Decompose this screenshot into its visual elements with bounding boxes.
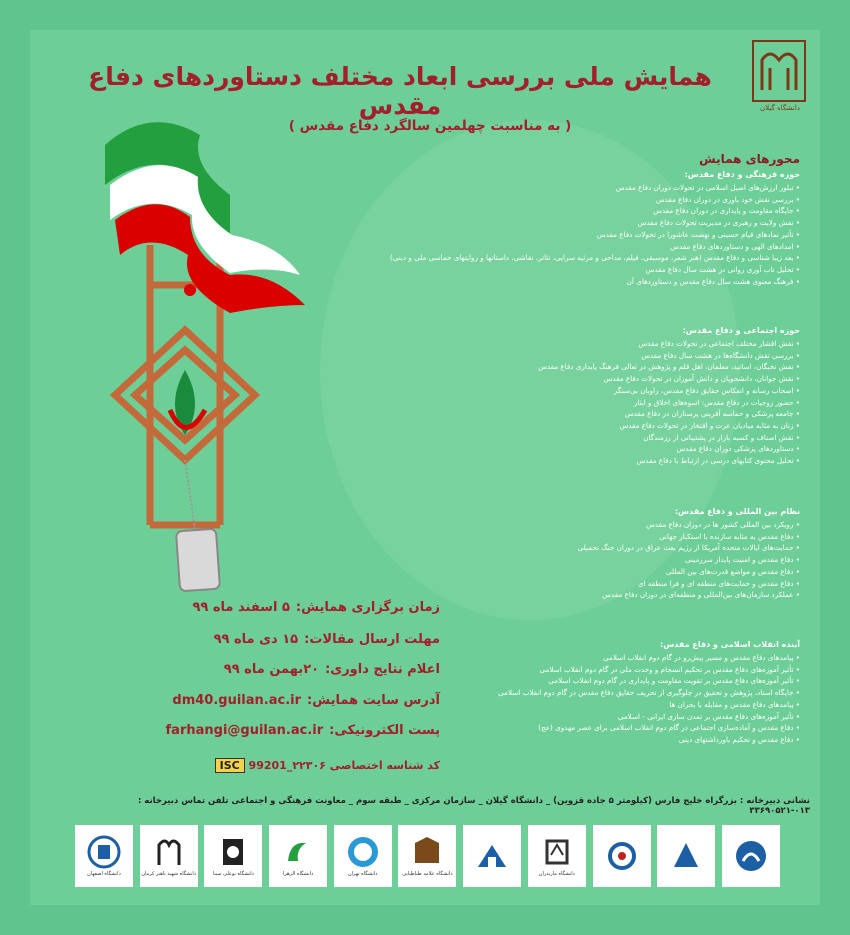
list-item: • امدادهای الهی و دستاوردهای دفاع مقدس — [290, 241, 800, 253]
info-value: ۲۰بهمن ماه ۹۹ — [223, 662, 320, 677]
university-logo-icon — [668, 839, 704, 873]
university-logo-icon — [345, 835, 381, 869]
list-item: • دفاع مقدس به مثابه سازنده با استکبار جهانی — [290, 531, 800, 543]
logo-caption: دانشگاه بوعلی سینا — [212, 871, 254, 877]
info-website — [120, 693, 440, 708]
list-item: • تحلیل محتوی کتابهای درسی در ارتباط با دفاع مقدس — [290, 455, 800, 467]
list-item: • دستاوردهای پزشکی دوران دفاع مقدس — [290, 443, 800, 455]
list-item: • دفاع مقدس و مواضع قدرت‌های بین المللی — [290, 566, 800, 578]
list-item: • رویکرد بین المللی کشور ها در دوران دفاع مقدس — [290, 519, 800, 531]
university-logo-icon — [409, 835, 445, 869]
university-logo-11 — [75, 825, 133, 887]
list-item: • تأثیر آموزه‌های دفاع مقدس بر تقویت مقاومت و پایداری در گام دوم انقلاب اسلامی — [290, 675, 800, 687]
section-international — [290, 507, 800, 601]
list-item: • جامعه پزشکی و حماسه آفرینی پرستاران در دفاع مقدس — [290, 408, 800, 420]
university-logo-1 — [722, 825, 780, 887]
list-item: • دفاع مقدس و حمایت‌های منطقه ای و فرا منطقه ای — [290, 578, 800, 590]
email-link[interactable]: farhangi@guilan.ac.ir — [165, 723, 324, 738]
section-heading: آینده انقلاب اسلامی و دفاع مقدس: — [660, 640, 800, 649]
section-heading: نظام بین المللی و دفاع مقدس: — [674, 507, 800, 516]
logo-caption: دانشگاه تهران — [348, 871, 378, 877]
university-logo-8 — [269, 825, 327, 887]
info-label: مهلت ارسال مقالات: — [304, 632, 440, 647]
logo-caption: دانشگاه مازندران — [538, 871, 575, 877]
list-item: • دفاع مقدس و آماده‌سازی اجتماعی در گام دوم انقلاب اسلامی برای عصر مهدوی (عج) — [290, 722, 800, 734]
isc-badge: ISC — [215, 758, 245, 773]
list-item: • پیامدهای دفاع مقدس و مسیر پیش‌رو در گام دوم انقلاب اسلامی — [290, 652, 800, 664]
list-item: • حمایت‌های ایالات متحده آمریکا از رژیم بعث عراق در دوران جنگ تحمیلی — [290, 542, 800, 554]
university-logo-icon — [539, 835, 575, 869]
university-logo-icon — [151, 835, 187, 869]
list-item: • نقش اقشار مختلف اجتماعی در تحولات دفاع مقدس — [290, 338, 800, 350]
section-heading: حوزه اجتماعی و دفاع مقدس: — [682, 326, 800, 335]
list-item: • جایگاه اسناد، پژوهش و تحقیق در جلوگیری از تحریف حقایق دفاع مقدس در گام دوم انقلاب اسلامی — [290, 687, 800, 699]
website-link[interactable]: dm40.guilan.ac.ir — [172, 693, 302, 708]
university-logo-icon — [280, 835, 316, 869]
info-value: ۱۵ دی ماه ۹۹ — [213, 632, 299, 647]
list-item: • تبلور ارزش‌های اصیل اسلامی در تحولات دوران دفاع مقدس — [290, 182, 800, 194]
section-cultural — [290, 170, 800, 287]
university-logo-10 — [140, 825, 198, 887]
info-deadline — [120, 632, 440, 647]
university-caption: دانشگاه گیلان — [760, 104, 800, 112]
list-item: • نقش ولایت و رهبری در مدیریت تحولات دفاع مقدس — [290, 217, 800, 229]
logo-caption: دانشگاه الزهرا — [282, 871, 314, 877]
university-logo-icon — [752, 40, 806, 114]
university-logo-7 — [334, 825, 392, 887]
list-item: • جایگاه مقاومت و پایداری در دوران دفاع مقدس — [290, 205, 800, 217]
list-item: • فرهنگ معنوی هشت سال دفاع مقدس و دستاوردهای آن — [290, 276, 800, 288]
list-item: • تحلیل تاب آوری روانی در هشت سال دفاع مقدس — [290, 264, 800, 276]
university-logo-6 — [398, 825, 456, 887]
partner-logos — [75, 825, 780, 895]
university-logo-9 — [204, 825, 262, 887]
logo-caption: دانشگاه علامه طباطبایی — [402, 871, 453, 877]
address: نشانی دبیرخانه : بزرگراه خلیج فارس (کیلومتر ۵ جاده قزوین) _ دانشگاه گیلان _ سازمان مرکزی _ طبقه سوم _ معاونت فرهنگی و اجتماعی تلفن تماس دبیرخانه : ۰۱۳-۳۳۶۹۰۵۲۱ — [137, 796, 810, 816]
list-item: • نقش جوانان، دانشجویان و دانش آموزان در تحولات دفاع مقدس — [290, 373, 800, 385]
list-item: • عملکرد سازمان‌های بین‌المللی و منطقه‌ای در دوران دفاع مقدس — [290, 589, 800, 601]
flag-emblem-artwork — [80, 105, 320, 605]
list-item: • اصحاب رسانه و انعکاس حقایق دفاع مقدس، راویان بی‌سنگر — [290, 385, 800, 397]
info-email — [120, 723, 440, 738]
list-item: • بررسی نقش خود باوری در دوران دفاع مقدس — [290, 194, 800, 206]
page-subtitle: ( به مناسبت چهلمین سالگرد دفاع مقدس ) — [288, 118, 572, 134]
list-item: • بررسی نقش دانشگاه‌ها در هشت سال دفاع مقدس — [290, 350, 800, 362]
list-item: • تأثیر نمادهای قیام حسینی و نهضت عاشورا در تحولات دفاع مقدس — [290, 229, 800, 241]
university-logo-4 — [528, 825, 586, 887]
university-logo-icon — [474, 839, 510, 873]
list-item: • دفاع مقدس و تحکیم باورداشتهای دینی — [290, 734, 800, 746]
info-label: پست الکترونیکی: — [329, 723, 440, 738]
section-social — [290, 326, 800, 467]
list-item: • تأثیر آموزه‌های دفاع مقدس بر تمدن سازی ایرانی - اسلامی — [290, 711, 800, 723]
info-date — [120, 600, 440, 615]
isc-text: کد شناسه اختصاصی ۲۲۳۰۶_99201 — [248, 759, 440, 772]
info-value: ۵ اسفند ماه ۹۹ — [192, 600, 290, 615]
iran-flag-icon — [105, 122, 305, 313]
university-logo-5 — [463, 825, 521, 887]
list-item: • حضور زوجیات در دفاع مقدس: اسوه‌های اخلاق و ایثار — [290, 397, 800, 409]
axes-title: محورهای همایش — [699, 152, 800, 166]
university-logo-2 — [657, 825, 715, 887]
list-item: • نقش اصناف و کسبه بازار در پشتیبانی از رزمندگان — [290, 432, 800, 444]
logo-caption: دانشگاه شهید باهنر کرمان — [141, 871, 196, 877]
list-item: • پیامدهای دفاع مقدس و مقابله با بحران ها — [290, 699, 800, 711]
list-item: • زنان به مثابه میادیان عزت و افتخار در تحولات دفاع مقدس — [290, 420, 800, 432]
list-item: • دفاع مقدس و امنیت پایدار سرزمینی — [290, 554, 800, 566]
info-results — [120, 662, 440, 677]
list-item: • تأثیر آموزه‌های دفاع مقدس بر تحکیم انسجام و وحدت ملی در گام دوم انقلاب اسلامی — [290, 664, 800, 676]
page-title: همایش ملی بررسی ابعاد مختلف دستاوردهای دفاع مقدس — [88, 62, 712, 120]
university-logo-icon — [215, 835, 251, 869]
info-label: اعلام نتایج داوری: — [325, 662, 440, 677]
info-label: آدرس سایت همایش: — [307, 693, 440, 708]
university-logo-icon — [86, 835, 122, 869]
list-item: • بعد زیبا شناسی و دفاع مقدس (هنر شعر، موسیقی، فیلم، مداحی و مرثیه سرایی، تئاتر، نقاشی، داستانها و روایتهای حماسی ملی و دینی) — [290, 252, 800, 264]
university-logo-icon — [604, 839, 640, 873]
university-logo-3 — [593, 825, 651, 887]
section-heading: حوزه فرهنگی و دفاع مقدس: — [684, 170, 800, 179]
logo-caption: دانشگاه اصفهان — [87, 871, 121, 877]
isc-code — [120, 758, 440, 773]
info-label: زمان برگزاری همایش: — [295, 600, 440, 615]
university-logo-icon — [733, 839, 769, 873]
list-item: • نقش نخبگان، اساتید، معلمان، اهل قلم و پژوهش در تعالی فرهنگ پایداری دفاع مقدس — [290, 361, 800, 373]
